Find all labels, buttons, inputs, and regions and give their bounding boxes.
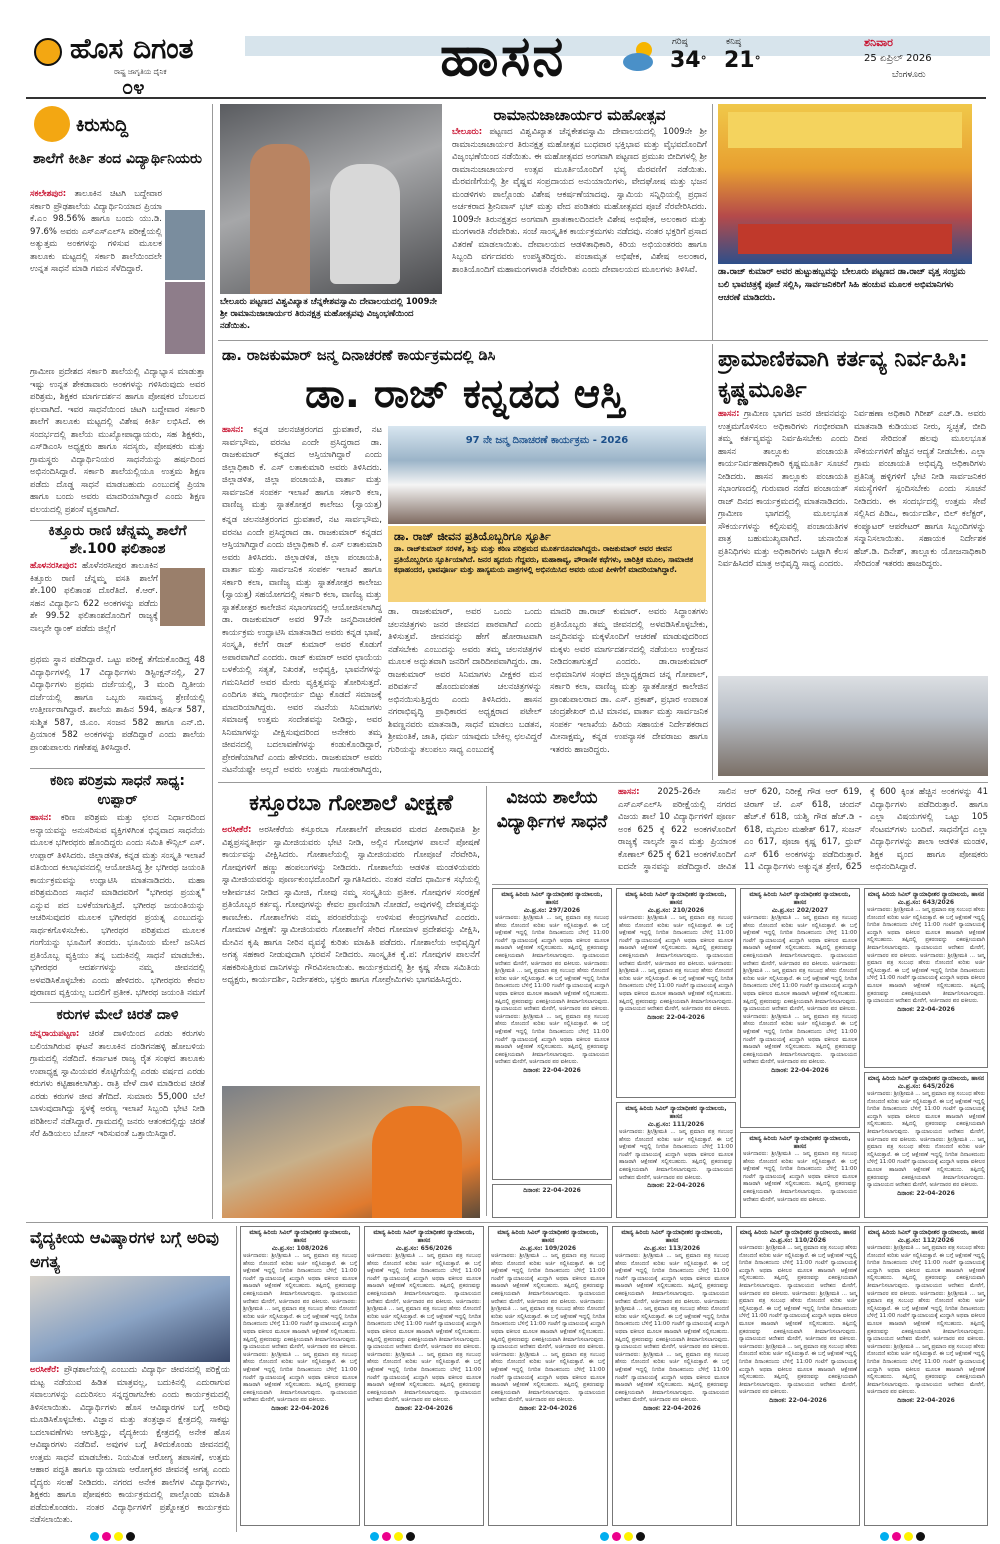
cyan-dot (600, 1532, 609, 1541)
pramani-meeting-photo (718, 676, 988, 776)
raj-inset-body: ಡಾ. ರಾಜ್‌ಕುಮಾರ್ ಸರಳತೆ, ಶಿಸ್ತು ಮತ್ತು ಕಠಿಣ ಪರಿಶ್ರಮದ ಮೂರ್ತರೂಪವಾಗಿದ್ದರು. ರಾಜಕುಮಾರ್ ಅವರ ಜೀವನ ಪ್ರತಿಯೊಬ್ಬರಿಗೂ ಸ್ಫೂರ್ತಿಯಾಗಿದೆ. ಜನರ ಹೃದಯ ಗೆದ್ದವರು, ಮಹಾಕಾವ್ಯ, ಪೌರಾಣಿಕ ಕಥೆಗಳು, ಚಾರಿತ್ರಿಕ ಮೂಲ, ಸಾಮಾಜಿಕ ಕಥಾಹಂದರ, ಭಾವಪೂರ್ಣ ಮತ್ತು ಹಾಸ್ಯಮಯ ಪಾತ್ರಗಳಲ್ಲಿ ಅಭಿನಯಿಸಿದ ಅವರು ಯುವ ಪೀಳಿಗೆಗೆ ಮಾದರಿಯಾಗಿದ್ದಾರೆ. (394, 544, 694, 574)
kirusuddi-body-3: ಹಾಸನ: ಕಠಿಣ ಪರಿಶ್ರಮ ಮತ್ತು ಛಲದ ನಿರ್ಧಾರದಿಂದ ಅನ್ಯಾಯವನ್ನು ಅನುಸರಿಸುವ ವ್ಯಕ್ತಿಗಳಿಗಿಂತ ಭಿನ್ನವಾದ ಸಾಧನೆಯ ಮೂಲಕ ಭಗೀರಥರು ಹೊಂದಿದ್ದರು ಎಂದು ಸಮಿತಿ ಕೌನ್ಸಿಲ್ ಎಸ್. ಉಪ್ಪಾರ್ ತಿಳಿಸಿದರು. ಜಿಲ್ಲಾಡಳಿತ, ಕನ್ನಡ ಮತ್ತು ಸಂಸ್ಕೃತಿ ಇಲಾಖೆ ವತಿಯಿಂದ ಕಲಾಭವನದಲ್ಲಿ ಆಯೋಜಿಸಿದ್ದ ಶ್ರೀ ಭಗೀರಥ ಜಯಂತಿ ಕಾರ್ಯಕ್ರಮವನ್ನು ಉದ್ಘಾಟಿಸಿ ಮಾತನಾಡಿದರು. ಮಹಾ ಪರಿಶ್ರಮದಿಂದ ಸಾಧನೆ ಮಾಡಿದವರಿಗೆ "ಭಗೀರಥ ಪ್ರಯತ್ನ" ಎನ್ನುವ ಪದ ಬಳಕೆಯಾಗುತ್ತಿದೆ. ಭಗೀರಥ ಜಯಂತಿಯನ್ನು ಆಚರಿಸುವುದರ ಮೂಲಕ ಭಗೀರಥರ ಪ್ರಯತ್ನ ಎಂಬುದನ್ನು ಸಾರ್ಥಕಗೊಳಿಸಬೇಕು. ಭಗೀರಥರ ಪರಿಶ್ರಮದ ಮೂಲಕ ಗಂಗೆಯನ್ನು ಭೂಮಿಗೆ ತಂದರು. ಭೂಮಿಯ ಮೇಲೆ ಜನಿಸಿದ ಪ್ರತಿಯೊಬ್ಬ ವ್ಯಕ್ತಿಯು ತನ್ನ ಬದುಕಿನಲ್ಲಿ ಸಾಧನೆ ಮಾಡಬೇಕು. ಭಗೀರಥರ ಆದರ್ಶಗಳನ್ನು ನಮ್ಮ ಜೀವನದಲ್ಲಿ ಅಳವಡಿಸಿಕೊಳ್ಳಬೇಕು ಎಂದು ಹೇಳಿದರು. ಭಗೀರಥರು ಕೇವಲ ಪುರಾಣದ ವ್ಯಕ್ತಿಯಲ್ಲ ಬದಲಿಗೆ ಪ್ರತೀಕ. ಭಗೀರಥ ಜಯಂತಿ ನಮಗೆ (30, 813, 205, 998)
max-temp: 34° (670, 48, 707, 73)
ear-icon (34, 106, 70, 142)
legal-notice: ಮಾನ್ಯ ಹಿರಿಯ ಸಿವಿಲ್ ನ್ಯಾಯಾಧೀಶರ ನ್ಯಾಯಾಲಯ, ಹಾಸನ ಮಿ.ಪ್ರ.ಸಂ: 112/2026 ಅರ್ಜಿದಾರರು: ಶ್ರೀ/ಶ್ರೀಮತಿ ... ಜನ್ಮ ಪ್ರಮಾಣ ಪತ್ರ ಸಂಬಂಧ ಹೆಸರು ನೋಂದಣಿ ಕುರಿತು ಅರ್ಜಿ ಸಲ್ಲಿಸಿರುತ್ತಾರೆ. ಈ ಬಗ್ಗೆ ಆಕ್ಷೇಪಣೆ ಇದ್ದಲ್ಲಿ ನಿಗದಿತ ದಿನಾಂಕದಂದು ಬೆಳಿಗ್ಗೆ 11:00 ಗಂಟೆಗೆ ನ್ಯಾಯಾಲಯಕ್ಕೆ ಖುದ್ದಾಗಿ ಅಥವಾ ವಕೀಲರ ಮೂಲಕ ಹಾಜರಾಗಿ ಆಕ್ಷೇಪಣೆ ಸಲ್ಲಿಸಬಹುದು. ತಪ್ಪಿದಲ್ಲಿ ಪ್ರಕರಣವನ್ನು ಏಕಪಕ್ಷೀಯವಾಗಿ ತೀರ್ಮಾನಿಸಲಾಗುವುದು. ನ್ಯಾಯಾಲಯದ ಆದೇಶದ ಮೇರೆಗೆ, ಅರ್ಜಿದಾರರ ಪರ ವಕೀಲರು. ಅರ್ಜಿದಾರರು: ಶ್ರೀ/ಶ್ರೀಮತಿ ... ಜನ್ಮ ಪ್ರಮಾಣ ಪತ್ರ ಸಂಬಂಧ ಹೆಸರು ನೋಂದಣಿ ಕುರಿತು ಅರ್ಜಿ ಸಲ್ಲಿಸಿರುತ್ತಾರೆ. ಈ ಬಗ್ಗೆ ಆಕ್ಷೇಪಣೆ ಇದ್ದಲ್ಲಿ ನಿಗದಿತ ದಿನಾಂಕದಂದು ಬೆಳಿಗ್ಗೆ 11:00 ಗಂಟೆಗೆ ನ್ಯಾಯಾಲಯಕ್ಕೆ ಖುದ್ದಾಗಿ ಅಥವಾ ವಕೀಲರ ಮೂಲಕ ಹಾಜರಾಗಿ ಆಕ್ಷೇಪಣೆ ಸಲ್ಲಿಸಬಹುದು. ತಪ್ಪಿದಲ್ಲಿ ಪ್ರಕರಣವನ್ನು ಏಕಪಕ್ಷೀಯವಾಗಿ ತೀರ್ಮಾನಿಸಲಾಗುವುದು. ನ್ಯಾಯಾಲಯದ ಆದೇಶದ ಮೇರೆಗೆ, ಅರ್ಜಿದಾರರ ಪರ ವಕೀಲರು. ಅರ್ಜಿದಾರರು: ಶ್ರೀ/ಶ್ರೀಮತಿ ... ಜನ್ಮ ಪ್ರಮಾಣ ಪತ್ರ ಸಂಬಂಧ ಹೆಸರು ನೋಂದಣಿ ಕುರಿತು ಅರ್ಜಿ ಸಲ್ಲಿಸಿರುತ್ತಾರೆ. ಈ ಬಗ್ಗೆ ಆಕ್ಷೇಪಣೆ ಇದ್ದಲ್ಲಿ ನಿಗದಿತ ದಿನಾಂಕದಂದು ಬೆಳಿಗ್ಗೆ 11:00 ಗಂಟೆಗೆ ನ್ಯಾಯಾಲಯಕ್ಕೆ ಖುದ್ದಾಗಿ ಅಥವಾ ವಕೀಲರ ಮೂಲಕ ಹಾಜರಾಗಿ ಆಕ್ಷೇಪಣೆ ಸಲ್ಲಿಸಬಹುದು. ತಪ್ಪಿದಲ್ಲಿ ಪ್ರಕರಣವನ್ನು ಏಕಪಕ್ಷೀಯವಾಗಿ ತೀರ್ಮಾನಿಸಲಾಗುವುದು. ನ್ಯಾಯಾಲಯದ ಆದೇಶದ ಮೇರೆಗೆ, ಅರ್ಜಿದಾರರ ಪರ ವಕೀಲರು. ದಿನಾಂಕ: 22-04-2026 (864, 1226, 988, 1526)
legal-notice: ದಿನಾಂಕ: 22-04-2026 (492, 1184, 612, 1218)
black-dot (406, 1532, 415, 1541)
column-divider (236, 1226, 237, 1532)
black-dot (916, 1532, 925, 1541)
vijaya-body: ಹಾಸನ: 2025-26ನೇ ಸಾಲಿನ ಎಸ್ಎಸ್ಎಲ್‌ಸಿ ಪರೀಕ್ಷೆಯಲ್ಲಿ ನಗರದ ವಿಜಯ ಶಾಲೆ 10 ವಿದ್ಯಾರ್ಥಿಗಳಿಗೆ ಪೂರ್ಣ ಅಂಕ 625 ಕ್ಕೆ 622 ಅಂಕಗಳೊಂದಿಗೆ ರಾಜ್ಯಕ್ಕೆ ನಾಲ್ಕನೇ ಸ್ಥಾನ ಮತ್ತು ಪ್ರಿಯಾಂಕ ಕೊಣಾಲ್ 625 ಕ್ಕೆ 621 ಅಂಕಗಳೊಂದಿಗೆ ಐದನೇ ಸ್ಥಾನವನ್ನು ಪಡೆದಿದ್ದಾರೆ. ಜೀವಿತ ಆರ್ 620, ನಿರೀಕ್ಷೆ ಗೌಡ ಆರ್ 619, ಚಿರಾಗ್ ಜೆ. ಎಸ್ 618, ಚಂದನ್ ಹೆಚ್.ಕೆ 618, ಯಶ್ವಿ ಗೌಡ ಹೆಚ್.ಡಿ - 618, ಮೃದುಲ ಮಹೇಶ್ 617, ಸುಜನ್ ಎಂ 617, ಪೂಜಾ ಕೃಷ್ಣ 617, ಧ್ರುವ್ ಎಸ್ 616 ಅಂಕಗಳನ್ನು ಪಡೆದಿರುತ್ತಾರೆ. 11 ವಿದ್ಯಾರ್ಥಿಗಳು ಅತ್ಯುನ್ನತ ಶ್ರೇಣಿ, 625 ಕ್ಕೆ 600 ಕ್ಕಿಂತ ಹೆಚ್ಚಿನ ಅಂಕಗಳನ್ನು 41 ವಿದ್ಯಾರ್ಥಿಗಳು ಪಡೆದಿರುತ್ತಾರೆ. ಹಾಗೂ ಎಲ್ಲಾ ವಿಷಯಗಳಲ್ಲಿ ಒಟ್ಟು 105 ಸೆಂಟಮ್‌ಗಳು ಬಂದಿವೆ. ಸಾಧನೆಗೈದ ಎಲ್ಲಾ ವಿದ್ಯಾರ್ಥಿಗಳನ್ನು ಶಾಲಾ ಆಡಳಿತ ಮಂಡಳಿ, ಶಿಕ್ಷಕ ವೃಂದ ಹಾಗೂ ಪೋಷಕರು ಅಭಿನಂದಿಸಿದ್ದಾರೆ. (618, 787, 988, 872)
kirusuddi-title: ಕಿರುಸುದ್ದಿ (76, 115, 129, 136)
cyan-dot (90, 1532, 99, 1541)
legal-notice: ಮಾನ್ಯ ಹಿರಿಯ ಸಿವಿಲ್ ನ್ಯಾಯಾಧೀಶರ ನ್ಯಾಯಾಲಯ, ಹಾಸನ ಮಿ.ಪ್ರ.ಸಂ: 109/2026 ಅರ್ಜಿದಾರರು: ಶ್ರೀ/ಶ್ರೀಮತಿ ... ಜನ್ಮ ಪ್ರಮಾಣ ಪತ್ರ ಸಂಬಂಧ ಹೆಸರು ನೋಂದಣಿ ಕುರಿತು ಅರ್ಜಿ ಸಲ್ಲಿಸಿರುತ್ತಾರೆ. ಈ ಬಗ್ಗೆ ಆಕ್ಷೇಪಣೆ ಇದ್ದಲ್ಲಿ ನಿಗದಿತ ದಿನಾಂಕದಂದು ಬೆಳಿಗ್ಗೆ 11:00 ಗಂಟೆಗೆ ನ್ಯಾಯಾಲಯಕ್ಕೆ ಖುದ್ದಾಗಿ ಅಥವಾ ವಕೀಲರ ಮೂಲಕ ಹಾಜರಾಗಿ ಆಕ್ಷೇಪಣೆ ಸಲ್ಲಿಸಬಹುದು. ತಪ್ಪಿದಲ್ಲಿ ಪ್ರಕರಣವನ್ನು ಏಕಪಕ್ಷೀಯವಾಗಿ ತೀರ್ಮಾನಿಸಲಾಗುವುದು. ನ್ಯಾಯಾಲಯದ ಆದೇಶದ ಮೇರೆಗೆ, ಅರ್ಜಿದಾರರ ಪರ ವಕೀಲರು. ಅರ್ಜಿದಾರರು: ಶ್ರೀ/ಶ್ರೀಮತಿ ... ಜನ್ಮ ಪ್ರಮಾಣ ಪತ್ರ ಸಂಬಂಧ ಹೆಸರು ನೋಂದಣಿ ಕುರಿತು ಅರ್ಜಿ ಸಲ್ಲಿಸಿರುತ್ತಾರೆ. ಈ ಬಗ್ಗೆ ಆಕ್ಷೇಪಣೆ ಇದ್ದಲ್ಲಿ ನಿಗದಿತ ದಿನಾಂಕದಂದು ಬೆಳಿಗ್ಗೆ 11:00 ಗಂಟೆಗೆ ನ್ಯಾಯಾಲಯಕ್ಕೆ ಖುದ್ದಾಗಿ ಅಥವಾ ವಕೀಲರ ಮೂಲಕ ಹಾಜರಾಗಿ ಆಕ್ಷೇಪಣೆ ಸಲ್ಲಿಸಬಹುದು. ತಪ್ಪಿದಲ್ಲಿ ಪ್ರಕರಣವನ್ನು ಏಕಪಕ್ಷೀಯವಾಗಿ ತೀರ್ಮಾನಿಸಲಾಗುವುದು. ನ್ಯಾಯಾಲಯದ ಆದೇಶದ ಮೇರೆಗೆ, ಅರ್ಜಿದಾರರ ಪರ ವಕೀಲರು. ಅರ್ಜಿದಾರರು: ಶ್ರೀ/ಶ್ರೀಮತಿ ... ಜನ್ಮ ಪ್ರಮಾಣ ಪತ್ರ ಸಂಬಂಧ ಹೆಸರು ನೋಂದಣಿ ಕುರಿತು ಅರ್ಜಿ ಸಲ್ಲಿಸಿರುತ್ತಾರೆ. ಈ ಬಗ್ಗೆ ಆಕ್ಷೇಪಣೆ ಇದ್ದಲ್ಲಿ ನಿಗದಿತ ದಿನಾಂಕದಂದು ಬೆಳಿಗ್ಗೆ 11:00 ಗಂಟೆಗೆ ನ್ಯಾಯಾಲಯಕ್ಕೆ ಖುದ್ದಾಗಿ ಅಥವಾ ವಕೀಲರ ಮೂಲಕ ಹಾಜರಾಗಿ ಆಕ್ಷೇಪಣೆ ಸಲ್ಲಿಸಬಹುದು. ತಪ್ಪಿದಲ್ಲಿ ಪ್ರಕರಣವನ್ನು ಏಕಪಕ್ಷೀಯವಾಗಿ ತೀರ್ಮಾನಿಸಲಾಗುವುದು. ನ್ಯಾಯಾಲಯದ ಆದೇಶದ ಮೇರೆಗೆ, ಅರ್ಜಿದಾರರ ಪರ ವಕೀಲರು. ದಿನಾಂಕ: 22-04-2026 (488, 1226, 608, 1526)
student-photo-bandu (165, 282, 205, 354)
kirusuddi-body-2b: ಪ್ರಥಮ ಸ್ಥಾನ ಪಡೆದಿದ್ದಾರೆ. ಒಟ್ಟು ಪರೀಕ್ಷೆ ತೆಗೆದುಕೊಂಡಿದ್ದ 48 ವಿದ್ಯಾರ್ಥಿಗಳಲ್ಲಿ 17 ವಿದ್ಯಾರ್ಥಿಗಳು ಡಿಸ್ಟಿಂಕ್ಷನ್‌ನಲ್ಲಿ, 27 ವಿದ್ಯಾರ್ಥಿಗಳು ಪ್ರಥಮ ದರ್ಜೆಯಲ್ಲಿ, 3 ಮಂದಿ ದ್ವಿತೀಯ ದರ್ಜೆಯಲ್ಲಿ ಹಾಗೂ ಒಬ್ಬರು ಸಾಮಾನ್ಯ ಶ್ರೇಣಿಯಲ್ಲಿ ಉತ್ತೀರ್ಣರಾಗಿದ್ದಾರೆ. ಶಾಲೆಯ ಶಾಹಿನ 594, ಹರ್ಷಿತ 587, ಸುಶ್ಮಿತ 587, ಜಿ.ಎಂ. ಸಂಜನ 582 ಹಾಗೂ ಎನ್.ಬಿ. ಪ್ರಿಯಾಂಕ 582 ಅಂಕಗಳನ್ನು ಪಡೆದಿದ್ದಾರೆ ಎಂದು ಶಾಲೆಯ ಪ್ರಾಂಶುಪಾಲರು ಗಣೇಶಪ್ಪ ತಿಳಿಸಿದ್ದಾರೆ. (30, 655, 205, 753)
vaidya-body: ಅರಸೀಕೆರೆ: ಪ್ರೌಢಶಾಲೆಯಲ್ಲಿ ಎಂಬುದು ವಿದ್ಯಾರ್ಥಿ ಜೀವನದಲ್ಲಿ ಪರಿಕ್ಷೆಯ ಮಟ್ಟ ನಡೆಯುವ ಹಿಡಿತ ಮಾತ್ರವಲ್ಲ, ಬದುಕಿನಲ್ಲಿ ಎದುರಾಗುವ ಸವಾಲುಗಳನ್ನು ಎದುರಿಸಲು ಸನ್ನದ್ಧರಾಗಬೇಕು ಎಂದು ಕಾರ್ಯಕ್ರಮದಲ್ಲಿ ತಿಳಿಸಲಾಯಿತು. ವಿದ್ಯಾರ್ಥಿಗಳು ಹೊಸ ಆವಿಷ್ಕಾರಗಳ ಬಗ್ಗೆ ಅರಿವು ಮೂಡಿಸಿಕೊಳ್ಳಬೇಕು. ವಿಜ್ಞಾನ ಮತ್ತು ತಂತ್ರಜ್ಞಾನ ಕ್ಷೇತ್ರದಲ್ಲಿ ಸಾಕಷ್ಟು ಬದಲಾವಣೆಗಳು ಆಗುತ್ತಿದ್ದು, ವೈದ್ಯಕೀಯ ಕ್ಷೇತ್ರದಲ್ಲಿ ಅನೇಕ ಹೊಸ ಆವಿಷ್ಕಾರಗಳು ನಡೆದಿವೆ. ಅವುಗಳ ಬಗ್ಗೆ ತಿಳಿದುಕೊಂಡು ಜೀವನದಲ್ಲಿ ಉತ್ತಮ ಸಾಧನೆ ಮಾಡಬೇಕು. ನಿಯಮಿತ ಆರೋಗ್ಯ ತಪಾಸಣೆ, ಉತ್ತಮ ಆಹಾರ ಪದ್ಧತಿ ಹಾಗೂ ವ್ಯಾಯಾಮ ಆರೋಗ್ಯಕರ ಜೀವನಕ್ಕೆ ಅಗತ್ಯ ಎಂದು ವೈದ್ಯರು ಸಲಹೆ ನೀಡಿದರು. ನಗರದ ಅನೇಕ ಶಾಲೆಗಳ ವಿದ್ಯಾರ್ಥಿಗಳು, ಶಿಕ್ಷಕರು ಹಾಗೂ ಪೋಷಕರು ಕಾರ್ಯಕ್ರಮದಲ್ಲಿ ಪಾಲ್ಗೊಂಡು ಮಾಹಿತಿ ಪಡೆದುಕೊಂಡರು. ನಂತರ ವಿದ್ಯಾರ್ಥಿಗಳಿಗೆ ಪ್ರಶ್ನೋತ್ತರ ಕಾರ್ಯಕ್ರಮ ನಡೆಸಲಾಯಿತು. (30, 1365, 230, 1525)
pramani-headline: ಪ್ರಾಮಾಣಿಕವಾಗಿ ಕರ್ತವ್ಯ ನಿರ್ವಹಿಸಿ: ಕೃಷ್ಣಮೂರ್ತಿ (718, 347, 968, 403)
rajkumar-celebration-photo (718, 104, 972, 264)
kirusuddi-head-1: ಶಾಲೆಗೆ ಕೀರ್ತಿ ತಂದ ವಿದ್ಯಾರ್ಥಿನಿಯರು (33, 151, 202, 167)
kirusuddi-head-2: ಕಿತ್ತೂರು ರಾಣಿ ಚೆನ್ನಮ್ಮ ಶಾಲೆಗೆ ಶೇ.100 ಫಲಿತಾಂಶ (48, 523, 187, 557)
min-temp-label: ಕನಿಷ್ಠ (726, 37, 742, 47)
yellow-dot (904, 1532, 913, 1541)
raj-kicker: ಡಾ. ರಾಜಕುಮಾರ್ ಜನ್ಮ ದಿನಾಚರಣೆ ಕಾರ್ಯಕ್ರಮದಲ್ಲಿ ಡಿಸಿ (222, 348, 496, 364)
raj-col-1b: ಕನ್ನಡ ಚಲನಚಿತ್ರರಂಗದ ಧ್ರುವತಾರೆ, ನಟ ಸಾರ್ವಭೌಮ, ವರನಟ ಎಂದೇ ಪ್ರಸಿದ್ಧರಾದ ಡಾ. ರಾಜಕುಮಾರ್ ಕನ್ನಡದ ಆಸ್ತಿಯಾಗಿದ್ದಾರೆ ಎಂದು ಜಿಲ್ಲಾಧಿಕಾರಿ ಕೆ. ಎಸ್ ಲತಾಕುಮಾರಿ ಅವರು ತಿಳಿಸಿದರು. ಜಿಲ್ಲಾಡಳಿತ, ಜಿಲ್ಲಾ ಪಂಚಾಯತಿ, ವಾರ್ತಾ ಮತ್ತು ಸಾರ್ವಜನಿಕ ಸಂಪರ್ಕ ಇಲಾಖೆ ಹಾಗೂ ಸರ್ಕಾರಿ ಕಲಾ, ವಾಣಿಜ್ಯ ಮತ್ತು ಸ್ನಾತಕೋತ್ತರ ಕಾಲೇಜು (ಸ್ವಾಯತ್ತ) ಸಹಯೋಗದಲ್ಲಿ ಸರ್ಕಾರಿ ಕಲಾ, ವಾಣಿಜ್ಯ ಮತ್ತು ಸ್ನಾತಕೋತ್ತರ ಕಾಲೇಜಿನ ಸಭಾಂಗಣದಲ್ಲಿ ಆಯೋಜಿಸಲಾಗಿದ್ದ ಡಾ. ರಾಜಕುಮಾರ್ ಅವರ 97ನೇ ಜನ್ಮದಿನಾಚರಣೆ ಕಾರ್ಯಕ್ರಮ ಉದ್ಘಾಟಿಸಿ ಮಾತನಾಡಿದ ಅವರು ಕನ್ನಡ ಭಾಷೆ, ಸಂಸ್ಕೃತಿ, ಕಲೆಗೆ ರಾಜ್ ಕುಮಾರ್ ಅವರ ಕೊಡುಗೆ ಅಪಾರವಾಗಿದೆ ಎಂದರು. ರಾಜ್ ಕುಮಾರ್ ಅವರ ಛಾಯೆಯ ಬಳಕೆಯಲ್ಲಿ ಸತ್ಯತೆ, ನಿಖರತೆ, ಅಭಿವ್ಯಕ್ತಿ, ಭಾವನೆಗಳನ್ನು ಗಮನಿಸಿದರೆ ಅವರ ಮೇರು ವ್ಯಕ್ತಿತ್ವವನ್ನು ತೋರಿಸುತ್ತದೆ. ಎಂದಿಗೂ ತಮ್ಮ ಗಾಂಭೀರ್ಯ ಬಿಟ್ಟು ಕೊಡದೆ ಸಮಾಜಕ್ಕೆ ಮಾದರಿಯಾಗಿದ್ದರು. ಅವರ ನಟನೆಯ ಸಿನಿಮಾಗಳು ಸಮಾಜಕ್ಕೆ ಉತ್ತಮ ಸಂದೇಶವನ್ನು ನೀಡಿದ್ದು, ಅವರ ಸಿನಿಮಾಗಳನ್ನು ವೀಕ್ಷಿಸುವುದರಿಂದ ಅನೇಕರು ತಮ್ಮ ಜೀವನದಲ್ಲಿ ಬದಲಾವಣೆಗಳನ್ನು ಕಂಡುಕೊಂಡಿದ್ದಾರೆ, ಪ್ರೇರಣೆಯಾಗಿವೆ ಎಂದು ಹೇಳಿದರು. ರಾಜಕುಮಾರ್ ಅವರು ನಟನೆಯಷ್ಟೇ ಅಲ್ಲದೆ ಅವರು ಉತ್ತಮ ಗಾಯಕರಾಗಿದ್ದರು, (222, 515, 382, 775)
magenta-dot (382, 1532, 391, 1541)
swamiji-visit-photo (222, 1086, 480, 1218)
legal-notice: ಮಾನ್ಯ ಹಿರಿಯ ಸಿವಿಲ್ ನ್ಯಾಯಾಧೀಶರ ನ್ಯಾಯಾಲಯ, ಹಾಸನ ಮಿ.ಪ್ರ.ಸಂ: 110/2026 ಅರ್ಜಿದಾರರು: ಶ್ರೀ/ಶ್ರೀಮತಿ ... ಜನ್ಮ ಪ್ರಮಾಣ ಪತ್ರ ಸಂಬಂಧ ಹೆಸರು ನೋಂದಣಿ ಕುರಿತು ಅರ್ಜಿ ಸಲ್ಲಿಸಿರುತ್ತಾರೆ. ಈ ಬಗ್ಗೆ ಆಕ್ಷೇಪಣೆ ಇದ್ದಲ್ಲಿ ನಿಗದಿತ ದಿನಾಂಕದಂದು ಬೆಳಿಗ್ಗೆ 11:00 ಗಂಟೆಗೆ ನ್ಯಾಯಾಲಯಕ್ಕೆ ಖುದ್ದಾಗಿ ಅಥವಾ ವಕೀಲರ ಮೂಲಕ ಹಾಜರಾಗಿ ಆಕ್ಷೇಪಣೆ ಸಲ್ಲಿಸಬಹುದು. ತಪ್ಪಿದಲ್ಲಿ ಪ್ರಕರಣವನ್ನು ಏಕಪಕ್ಷೀಯವಾಗಿ ತೀರ್ಮಾನಿಸಲಾಗುವುದು. ನ್ಯಾಯಾಲಯದ ಆದೇಶದ ಮೇರೆಗೆ, ಅರ್ಜಿದಾರರ ಪರ ವಕೀಲರು. ಅರ್ಜಿದಾರರು: ಶ್ರೀ/ಶ್ರೀಮತಿ ... ಜನ್ಮ ಪ್ರಮಾಣ ಪತ್ರ ಸಂಬಂಧ ಹೆಸರು ನೋಂದಣಿ ಕುರಿತು ಅರ್ಜಿ ಸಲ್ಲಿಸಿರುತ್ತಾರೆ. ಈ ಬಗ್ಗೆ ಆಕ್ಷೇಪಣೆ ಇದ್ದಲ್ಲಿ ನಿಗದಿತ ದಿನಾಂಕದಂದು ಬೆಳಿಗ್ಗೆ 11:00 ಗಂಟೆಗೆ ನ್ಯಾಯಾಲಯಕ್ಕೆ ಖುದ್ದಾಗಿ ಅಥವಾ ವಕೀಲರ ಮೂಲಕ ಹಾಜರಾಗಿ ಆಕ್ಷೇಪಣೆ ಸಲ್ಲಿಸಬಹುದು. ತಪ್ಪಿದಲ್ಲಿ ಪ್ರಕರಣವನ್ನು ಏಕಪಕ್ಷೀಯವಾಗಿ ತೀರ್ಮಾನಿಸಲಾಗುವುದು. ನ್ಯಾಯಾಲಯದ ಆದೇಶದ ಮೇರೆಗೆ, ಅರ್ಜಿದಾರರ ಪರ ವಕೀಲರು. ಅರ್ಜಿದಾರರು: ಶ್ರೀ/ಶ್ರೀಮತಿ ... ಜನ್ಮ ಪ್ರಮಾಣ ಪತ್ರ ಸಂಬಂಧ ಹೆಸರು ನೋಂದಣಿ ಕುರಿತು ಅರ್ಜಿ ಸಲ್ಲಿಸಿರುತ್ತಾರೆ. ಈ ಬಗ್ಗೆ ಆಕ್ಷೇಪಣೆ ಇದ್ದಲ್ಲಿ ನಿಗದಿತ ದಿನಾಂಕದಂದು ಬೆಳಿಗ್ಗೆ 11:00 ಗಂಟೆಗೆ ನ್ಯಾಯಾಲಯಕ್ಕೆ ಖುದ್ದಾಗಿ ಅಥವಾ ವಕೀಲರ ಮೂಲಕ ಹಾಜರಾಗಿ ಆಕ್ಷೇಪಣೆ ಸಲ್ಲಿಸಬಹುದು. ತಪ್ಪಿದಲ್ಲಿ ಪ್ರಕರಣವನ್ನು ಏಕಪಕ್ಷೀಯವಾಗಿ ತೀರ್ಮಾನಿಸಲಾಗುವುದು. ನ್ಯಾಯಾಲಯದ ಆದೇಶದ ಮೇರೆಗೆ, ಅರ್ಜಿದಾರರ ಪರ ವಕೀಲರು. ದಿನಾಂಕ: 22-04-2026 (736, 1226, 860, 1526)
table-cloth (738, 224, 952, 254)
section-divider (26, 1222, 988, 1223)
yellow-dot (114, 1532, 123, 1541)
section-divider (492, 884, 988, 885)
raman-headline: ರಾಮಾನುಜಾಚಾರ್ಯರ ಮಹೋತ್ಸವ (493, 106, 666, 124)
raj-col-2: ಡಾ. ರಾಜಕುಮಾರ್, ಅವರ ಒಂದು ಒಂದು ಚಲನಚಿತ್ರಗಳು ಜನರ ಜೀವನದ ಪಾಠವಾಗಿದೆ ಎಂದು ತಿಳಿಸುತ್ತವೆ. ಜೀವನವನ್ನು ಹೇಗೆ ಹೋರಾಟವಾಗಿ ನಡೆಸಬೇಕು ಎಂಬುದನ್ನು ಅವರು ತಮ್ಮ ಚಲನಚಿತ್ರಗಳ ಮೂಲಕ ಅದ್ಭುತವಾಗಿ ಜನರಿಗೆ ದಾರಿದೀಪವಾಗಿದ್ದರು. ಡಾ. ರಾಜಕುಮಾರ್ ಅವರ ಸಿನಿಮಾಗಳು ವೀಕ್ಷಕರ ಮನ ಪರಿವರ್ತನೆ ಹೊಂದುವಂತಹ ಚಲನಚಿತ್ರಗಳನ್ನು ಅಭಿನಯಿಸುತ್ತಿದ್ದರು ಎಂದು ತಿಳಿಸಿದರು. ಹಾಸನ ನಗರಾಭಿವೃದ್ಧಿ ಪ್ರಾಧಿಕಾರದ ಅಧ್ಯಕ್ಷರಾದ ಪಟೇಲ್ ಶಿವಣ್ಣನವರು ಮಾತನಾಡಿ, ಸಾಧನೆ ಮಾಡಲು ಬಡತನ, ಶ್ರೀಮಂತಿಕೆ, ಜಾತಿ, ಧರ್ಮ ಯಾವುದು ಬೇಕಿಲ್ಲ ಛಲವಿದ್ದರೆ ಗುರಿಯನ್ನು ತಲುಪಲು ಸಾಧ್ಯ ಎಂಬುದಕ್ಕೆ (388, 607, 542, 755)
raman-body: ಬೇಲೂರು: ಪಟ್ಟಣದ ವಿಶ್ವವಿಖ್ಯಾತ ಚೆನ್ನಕೇಶವಸ್ವಾಮಿ ದೇವಾಲಯದಲ್ಲಿ 1009ನೇ ಶ್ರೀ ರಾಮಾನುಜಾಚಾರ್ಯರ ತಿರುನಕ್ಷತ್ರ ಮಹೋತ್ಸವ ಬುಧವಾರ ಭಕ್ತಿಭಾವ ಮತ್ತು ವೈಭವದೊಂದಿಗೆ ವಿಜೃಂಭಣೆಯಿಂದ ನಡೆಯಿತು. ಈ ಮಹೋತ್ಸವದ ಅಂಗವಾಗಿ ಪಟ್ಟಣದ ಪ್ರಮುಖ ಬೀದಿಗಳಲ್ಲಿ ಶ್ರೀ ರಾಮಾನುಜಾಚಾರ್ಯರ ಉತ್ಸವ ಮೂರ್ತಿಯೊಂದಿಗೆ ಭವ್ಯ ಮೆರವಣಿಗೆ ನಡೆಯಿತು. ಮೆರವಣಿಗೆಯಲ್ಲಿ ಶ್ರೀ ವೈಷ್ಣವ ಸಂಪ್ರದಾಯದ ಅನುಯಾಯಿಗಳು, ವೇದಘೋಷ ಮತ್ತು ಭಜನ ಮಂಡಳಿಗಳು ಪಾಲ್ಗೊಂಡು ವಿಶೇಷ ಆಕರ್ಷಣೆಯಾದವು. ಸ್ವಾಮಿಯ ಸನ್ನಿಧಿಯಲ್ಲಿ ಪ್ರಧಾನ ಅರ್ಚಕರಾದ ಶ್ರೀನಿವಾಸ್ ಭಟ್ ಮತ್ತು ವೇದ ಪಂಡಿತರು ಮಹೋತ್ಸವದ ಪೂಜೆ ನೆರವೇರಿಸಿದರು. 1009ನೇ ತಿರುನಕ್ಷತ್ರದ ಅಂಗವಾಗಿ ಪ್ರಾತಃಕಾಲದಿಂದಲೇ ವಿಶೇಷ ಅಭಿಷೇಕ, ಅಲಂಕಾರ ಮತ್ತು ಮಂಗಳಾರತಿ ನೆರವೇರಿತು. ಸಂಜೆ ಸಾಂಸ್ಕೃತಿಕ ಕಾರ್ಯಕ್ರಮಗಳು ನಡೆದವು. ನಂತರ ಭಕ್ತರಿಗೆ ಪ್ರಸಾದ ವಿತರಣೆ ಮಾಡಲಾಯಿತು. ದೇವಾಲಯದ ಆಡಳಿತಾಧಿಕಾರಿ, ಕಿರಿಯ ಅಭಿಯಂತರರು ಹಾಗೂ ಸಿಬ್ಬಂದಿ ವರ್ಗದವರು ಉಪಸ್ಥಿತರಿದ್ದರು. ಪಂಚಾಮೃತ ಅಭಿಷೇಕ, ವಿಶೇಷ ಅಲಂಕಾರ, ಶಾಂತಿಯೊಂದಿಗೆ ಮಹಾಮಂಗಳಾರತಿ ನೆರವೇರಿತು ಎಂದು ದೇವಾಲಯದ ಮೂಲಗಳು ತಿಳಿಸಿವೆ. (452, 127, 707, 275)
masthead-edition: ಬೆಂಗಳೂರು (892, 70, 926, 80)
brand-name: ಹೊಸ ದಿಗಂತ (70, 32, 194, 65)
idol-shape (330, 164, 400, 284)
magenta-dot (612, 1532, 621, 1541)
magenta-dot (102, 1532, 111, 1541)
raj-headline: ಡಾ. ರಾಜ್ ಕನ್ನಡದ ಆಸ್ತಿ (305, 371, 625, 417)
vaidya-headline: ವೈದ್ಯಕೀಯ ಆವಿಷ್ಕಾರಗಳ ಬಗ್ಗೆ ಅರಿವು ಅಗತ್ಯ (30, 1228, 219, 1271)
yellow-dot (394, 1532, 403, 1541)
weather-cloud-icon (618, 36, 658, 76)
rajkumar-celebration-caption: ಡಾ.ರಾಜ್ ಕುಮಾರ್ ಅವರ ಹುಟ್ಟುಹಬ್ಬವನ್ನು ಬೇಲೂರು ಪಟ್ಟಣದ ಡಾ.ರಾಜ್ ವೃತ್ತ ಸಂಭ್ರಮ ಬಲಿ ಭಾವಚಿತ್ರಕ್ಕೆ ಪೂಜೆ ಸಲ್ಲಿಸಿ, ಸಾರ್ವಜನಿಕರಿಗೆ ಸಿಹಿ ಹಂಚುವ ಮೂಲಕ ಅಭಿಮಾನಿಗಳು ಆಚರಣೆ ಮಾಡಿದರು. (718, 267, 966, 303)
kirusuddi-label-block (30, 104, 205, 148)
section-divider (218, 782, 988, 783)
black-dot (126, 1532, 135, 1541)
max-temp-label: ಗರಿಷ್ಠ (672, 37, 688, 47)
kasturba-body: ಅರಸೀಕೆರೆ: ಅರಸೀಕೆರೆಯ ಕಸ್ತೂರಬಾ ಗೋಶಾಲೆಗೆ ಪೇಜಾವರ ಮಠದ ಪೀಠಾಧಿಪತಿ ಶ್ರೀ ವಿಶ್ವಪ್ರಸನ್ನತೀರ್ಥ ಸ್ವಾಮೀಜಿಯವರು ಭೇಟಿ ನೀಡಿ, ಅಲ್ಲಿನ ಗೋವುಗಳ ಪಾಲನೆ ಪೋಷಣೆ ಕಾರ್ಯವನ್ನು ವೀಕ್ಷಿಸಿದರು. ಗೋಶಾಲೆಯಲ್ಲಿ ಸ್ವಾಮೀಜಿಯವರು ಗೋಪೂಜೆ ನೆರವೇರಿಸಿ, ಗೋವುಗಳಿಗೆ ಹಣ್ಣು ಹಂಪಲುಗಳನ್ನು ನೀಡಿದರು. ಗೋಶಾಲೆಯ ಆಡಳಿತ ಮಂಡಳಿಯವರು ಸ್ವಾಮೀಜಿಯವರನ್ನು ಪೂರ್ಣಕುಂಭದೊಂದಿಗೆ ಸ್ವಾಗತಿಸಿದರು. ನಂತರ ನಡೆದ ಧಾರ್ಮಿಕ ಸಭೆಯಲ್ಲಿ ಆಶೀರ್ವಚನ ನೀಡಿದ ಸ್ವಾಮೀಜಿ, ಗೋವು ನಮ್ಮ ಸಂಸ್ಕೃತಿಯ ಪ್ರತೀಕ. ಗೋವುಗಳ ಸಂರಕ್ಷಣೆ ಪ್ರತಿಯೊಬ್ಬರ ಕರ್ತವ್ಯ. ಗೋವುಗಳನ್ನು ಕೇವಲ ಪ್ರಾಣಿಯಾಗಿ ನೋಡದೆ, ಅವುಗಳಲ್ಲಿ ದೇವತ್ವವನ್ನು ಕಾಣಬೇಕು. ಗೋಶಾಲೆಗಳು ನಮ್ಮ ಪರಂಪರೆಯನ್ನು ಉಳಿಸುವ ಕೇಂದ್ರಗಳಾಗಿವೆ ಎಂದರು. ಗೋಮಾಳ ವೀಕ್ಷಣೆ: ಸ್ವಾಮೀಜಿಯವರು ಗೋಶಾಲೆಗೆ ಸೇರಿದ ಗೋಮಾಳ ಪ್ರದೇಶವನ್ನು ವೀಕ್ಷಿಸಿ, ಮೇವಿನ ಕೃಷಿ ಹಾಗೂ ನೀರಿನ ವ್ಯವಸ್ಥೆ ಕುರಿತು ಮಾಹಿತಿ ಪಡೆದರು. ಗೋಶಾಲೆಯ ಅಭಿವೃದ್ಧಿಗೆ ಅಗತ್ಯ ಸಹಕಾರ ನೀಡುವುದಾಗಿ ಭರವಸೆ ನೀಡಿದರು. ಸಾಂಸ್ಕೃತಿಕ ಕೈ.ಪ: ಗೋವುಗಳ ಪಾಲನೆಗೆ ಸಹಕರಿಸುತ್ತಿರುವ ದಾನಿಗಳನ್ನು ಗೌರವಿಸಲಾಯಿತು. ಕಾರ್ಯಕ್ರಮದಲ್ಲಿ ಶ್ರೀ ಕೃಷ್ಣ ಸೇವಾ ಸಮಿತಿಯ ಅಧ್ಯಕ್ಷರು, ಕಾರ್ಯದರ್ಶಿ, ನಿರ್ದೇಶಕರು, ಭಕ್ತರು ಹಾಗೂ ಗೋಪ್ರೇಮಿಗಳು ಭಾಗವಹಿಸಿದ್ದರು. (222, 825, 480, 985)
raj-col-1a: ಹಾಸನ: ಕನ್ನಡ ಚಲನಚಿತ್ರರಂಗದ ಧ್ರುವತಾರೆ, ನಟ ಸಾರ್ವಭೌಮ, ವರನಟ ಎಂದೇ ಪ್ರಸಿದ್ಧರಾದ ಡಾ. ರಾಜಕುಮಾರ್ ಕನ್ನಡದ ಆಸ್ತಿಯಾಗಿದ್ದಾರೆ ಎಂದು ಜಿಲ್ಲಾಧಿಕಾರಿ ಕೆ. ಎಸ್ ಲತಾಕುಮಾರಿ ಅವರು ತಿಳಿಸಿದರು. ಜಿಲ್ಲಾಡಳಿತ, ಜಿಲ್ಲಾ ಪಂಚಾಯತಿ, ವಾರ್ತಾ ಮತ್ತು ಸಾರ್ವಜನಿಕ ಸಂಪರ್ಕ ಇಲಾಖೆ ಹಾಗೂ ಸರ್ಕಾರಿ ಕಲಾ, ವಾಣಿಜ್ಯ ಮತ್ತು ಸ್ನಾತಕೋತ್ತರ ಕಾಲೇಜು (ಸ್ವಾಯತ್ತ) (222, 425, 382, 510)
cyan-dot (370, 1532, 379, 1541)
yellow-dot (624, 1532, 633, 1541)
kasturba-headline: ಕಸ್ತೂರಬಾ ಗೋಶಾಲೆ ವೀಕ್ಷಣೆ (249, 791, 453, 816)
kirusuddi-body-1b: ಗ್ರಾಮೀಣ ಪ್ರದೇಶದ ಸರ್ಕಾರಿ ಶಾಲೆಯಲ್ಲಿ ವಿದ್ಯಾಭ್ಯಾಸ ಮಾಡುತ್ತಾ ಇಷ್ಟು ಉನ್ನತ ಶೇಕಡಾವಾರು ಅಂಕಗಳನ್ನು ಗಳಿಸಿರುವುದು ಅವರ ಪರಿಶ್ರಮ, ಶಿಕ್ಷಕರ ಮಾರ್ಗದರ್ಶನ ಹಾಗೂ ಪೋಷಕರ ಬೆಂಬಲದ ಫಲವಾಗಿದೆ. ಇವರ ಸಾಧನೆಯಿಂದ ಚಿಟಗಿ ಬದ್ದೇವಾರ ಸರ್ಕಾರಿ ಶಾಲೆಗೆ ತಾಲೂಕು ಮಟ್ಟದಲ್ಲಿ ವಿಶೇಷ ಕೀರ್ತಿ ಲಭಿಸಿದೆ. ಈ ಸಂದರ್ಭದಲ್ಲಿ ಶಾಲೆಯ ಮುಖ್ಯೋಪಾಧ್ಯಾಯರು, ಸಹ ಶಿಕ್ಷಕರು, ಎಸ್‌ಡಿಎಂಸಿ ಅಧ್ಯಕ್ಷರು ಹಾಗೂ ಸದಸ್ಯರು, ಪೋಷಕರು ಮತ್ತು ಗ್ರಾಮಸ್ಥರು ವಿದ್ಯಾರ್ಥಿನಿಯರ ಸಾಧನೆಯನ್ನು ಹರ್ಷದಿಂದ ಅಭಿನಂದಿಸಿದ್ದಾರೆ. ಸರ್ಕಾರಿ ಶಾಲೆಯಲ್ಲಿಯೂ ಉತ್ತಮ ಶಿಕ್ಷಣ ಪಡೆದು ದೊಡ್ಡ ಸಾಧನೆ ಮಾಡಬಹುದು ಎಂಬುದಕ್ಕೆ ಪ್ರಿಯಾ ಹಾಗೂ ಬಂದು ಅವರು ಮಾದರಿಯಾಗಿದ್ದಾರೆ ಎಂದು ಶಿಕ್ಷಣ ವಲಯದಲ್ಲಿ ಪ್ರಶಂಸೆ ವ್ಯಕ್ತವಾಗಿದೆ. (30, 367, 205, 515)
student-photo-sahana (160, 568, 205, 626)
min-temp: 21° (724, 48, 761, 73)
brand-tagline: ರಾಷ್ಟ್ರ ಜಾಗೃತಿಯ ದೈನಿಕ (114, 68, 167, 76)
column-divider (712, 104, 713, 340)
kirusuddi-head-3: ಕಠಿಣ ಪರಿಶ್ರಮ ಸಾಧನೆ ಸಾಧ್ಯ: ಉಪ್ಪಾರ್ (50, 773, 185, 808)
kirusuddi-body-1a: ಸಕಲೇಶಪುರ: ತಾಲೂಕಿನ ಚಿಟಗಿ ಬದ್ದೇವಾರ ಸರ್ಕಾರಿ ಪ್ರೌಢಶಾಲೆಯ ವಿದ್ಯಾರ್ಥಿನಿಯಾದ ಪ್ರಿಯಾ ಕೆ.ಎ೦ 98.56% ಹಾಗೂ ಬಂದು ಯು.ಡಿ. 97.6% ಅವರು ಎಸ್ಎಸ್ಎಲ್‌ಸಿ ಪರೀಕ್ಷೆಯಲ್ಲಿ ಅತ್ಯುತ್ತಮ ಅಂಕಗಳನ್ನು ಗಳಿಸುವ ಮೂಲಕ ತಾಲೂಕು ಮಟ್ಟದಲ್ಲಿ ಸರ್ಕಾರಿ ಶಾಲೆಯಿಂದಲೇ ಉನ್ನತ ಸಾಧನೆ ಮಾಡಿ ಗಮನ ಸೆಳೆದಿದ್ದಾರೆ. (30, 189, 162, 274)
divider (30, 520, 205, 521)
legal-notice: ಮಾನ್ಯ ಹಿರಿಯ ಸಿವಿಲ್ ನ್ಯಾಯಾಧೀಶರ ನ್ಯಾಯಾಲಯ, ಹಾಸನ ಮಿ.ಪ್ರ.ಸಂ: 297/2026 ಅರ್ಜಿದಾರರು: ಶ್ರೀ/ಶ್ರೀಮತಿ ... ಜನ್ಮ ಪ್ರಮಾಣ ಪತ್ರ ಸಂಬಂಧ ಹೆಸರು ನೋಂದಣಿ ಕುರಿತು ಅರ್ಜಿ ಸಲ್ಲಿಸಿರುತ್ತಾರೆ. ಈ ಬಗ್ಗೆ ಆಕ್ಷೇಪಣೆ ಇದ್ದಲ್ಲಿ ನಿಗದಿತ ದಿನಾಂಕದಂದು ಬೆಳಿಗ್ಗೆ 11:00 ಗಂಟೆಗೆ ನ್ಯಾಯಾಲಯಕ್ಕೆ ಖುದ್ದಾಗಿ ಅಥವಾ ವಕೀಲರ ಮೂಲಕ ಹಾಜರಾಗಿ ಆಕ್ಷೇಪಣೆ ಸಲ್ಲಿಸಬಹುದು. ತಪ್ಪಿದಲ್ಲಿ ಪ್ರಕರಣವನ್ನು ಏಕಪಕ್ಷೀಯವಾಗಿ ತೀರ್ಮಾನಿಸಲಾಗುವುದು. ನ್ಯಾಯಾಲಯದ ಆದೇಶದ ಮೇರೆಗೆ, ಅರ್ಜಿದಾರರ ಪರ ವಕೀಲರು. ಅರ್ಜಿದಾರರು: ಶ್ರೀ/ಶ್ರೀಮತಿ ... ಜನ್ಮ ಪ್ರಮಾಣ ಪತ್ರ ಸಂಬಂಧ ಹೆಸರು ನೋಂದಣಿ ಕುರಿತು ಅರ್ಜಿ ಸಲ್ಲಿಸಿರುತ್ತಾರೆ. ಈ ಬಗ್ಗೆ ಆಕ್ಷೇಪಣೆ ಇದ್ದಲ್ಲಿ ನಿಗದಿತ ದಿನಾಂಕದಂದು ಬೆಳಿಗ್ಗೆ 11:00 ಗಂಟೆಗೆ ನ್ಯಾಯಾಲಯಕ್ಕೆ ಖುದ್ದಾಗಿ ಅಥವಾ ವಕೀಲರ ಮೂಲಕ ಹಾಜರಾಗಿ ಆಕ್ಷೇಪಣೆ ಸಲ್ಲಿಸಬಹುದು. ತಪ್ಪಿದಲ್ಲಿ ಪ್ರಕರಣವನ್ನು ಏಕಪಕ್ಷೀಯವಾಗಿ ತೀರ್ಮಾನಿಸಲಾಗುವುದು. ನ್ಯಾಯಾಲಯದ ಆದೇಶದ ಮೇರೆಗೆ, ಅರ್ಜಿದಾರರ ಪರ ವಕೀಲರು. ಅರ್ಜಿದಾರರು: ಶ್ರೀ/ಶ್ರೀಮತಿ ... ಜನ್ಮ ಪ್ರಮಾಣ ಪತ್ರ ಸಂಬಂಧ ಹೆಸರು ನೋಂದಣಿ ಕುರಿತು ಅರ್ಜಿ ಸಲ್ಲಿಸಿರುತ್ತಾರೆ. ಈ ಬಗ್ಗೆ ಆಕ್ಷೇಪಣೆ ಇದ್ದಲ್ಲಿ ನಿಗದಿತ ದಿನಾಂಕದಂದು ಬೆಳಿಗ್ಗೆ 11:00 ಗಂಟೆಗೆ ನ್ಯಾಯಾಲಯಕ್ಕೆ ಖುದ್ದಾಗಿ ಅಥವಾ ವಕೀಲರ ಮೂಲಕ ಹಾಜರಾಗಿ ಆಕ್ಷೇಪಣೆ ಸಲ್ಲಿಸಬಹುದು. ತಪ್ಪಿದಲ್ಲಿ ಪ್ರಕರಣವನ್ನು ಏಕಪಕ್ಷೀಯವಾಗಿ ತೀರ್ಮಾನಿಸಲಾಗುವುದು. ನ್ಯಾಯಾಲಯದ ಆದೇಶದ ಮೇರೆಗೆ, ಅರ್ಜಿದಾರರ ಪರ ವಕೀಲರು. ದಿನಾಂಕ: 22-04-2026 (492, 888, 612, 1180)
cyan-dot (880, 1532, 889, 1541)
raj-event-photo (388, 426, 706, 524)
raj-inset-title: ಡಾ. ರಾಜ್ ಜೀವನ ಪ್ರತಿಯೊಬ್ಬರಿಗೂ ಸ್ಫೂರ್ತಿ (394, 530, 551, 543)
swamiji-figure (372, 1106, 462, 1218)
column-divider (212, 104, 213, 1219)
black-dot (636, 1532, 645, 1541)
page-number: ೦೪ (122, 76, 145, 94)
registration-marks (0, 1532, 1000, 1544)
temple-abhisheka-photo (220, 104, 442, 294)
brand-logo-block (26, 30, 246, 94)
event-banner-text: 97 ನೇ ಜನ್ಮ ದಿನಾಚರಣೆ ಕಾರ್ಯಕ್ರಮ - 2026 (465, 435, 629, 446)
pramani-col-2: ನಿರ್ವಹಣಾ ಅಧಿಕಾರಿ ಗಿರೀಶ್ ಎಚ್.ಡಿ. ಅವರು ಮಾತನಾಡಿ ಕುಡಿಯುವ ನೀರು, ಸ್ವಚ್ಛತೆ, ಬೀದಿ ದೀಪ ಸೇರಿದಂತೆ ಹಲವು ಮೂಲಭೂತ ಸೌಕರ್ಯಗಳಿಗೆ ಹೆಚ್ಚಿನ ಆದ್ಯತೆ ನೀಡಬೇಕು. ಎಲ್ಲಾ ಗ್ರಾಮ ಪಂಚಾಯತಿ ಅಭಿವೃದ್ಧಿ ಅಧಿಕಾರಿಗಳು ಪ್ರತಿನಿತ್ಯ ಹಳ್ಳಿಗಳಿಗೆ ಭೇಟಿ ನೀಡಿ ಸಾರ್ವಜನಿಕರ ಸಮಸ್ಯೆಗಳಿಗೆ ಸ್ಪಂದಿಸಬೇಕು ಎಂದು ಸೂಚನೆ ನೀಡಿದರು. ಈ ಸಂದರ್ಭದಲ್ಲಿ ಉತ್ತಮ ಸೇವೆ ಸಲ್ಲಿಸಿದ ಪಿಡಿಒ, ಕಾರ್ಯದರ್ಶಿ, ಬಿಲ್ ಕಲೆಕ್ಟರ್, ಕಂಪ್ಯೂಟರ್ ಆಪರೇಟರ್ ಹಾಗೂ ಸಿಬ್ಬಂದಿಗಳನ್ನು ಸನ್ಮಾನಿಸಲಾಯಿತು. ಸಹಾಯಕ ನಿರ್ದೇಶಕ ಹೆಚ್.ಡಿ. ದಿನೇಶ್, ತಾಲ್ಲೂಕು ಯೋಜನಾಧಿಕಾರಿ ಸೇರಿದಂತೆ ಇತರರು ಹಾಜರಿದ್ದರು. (854, 409, 986, 569)
magenta-dot (892, 1532, 901, 1541)
notices-lower (240, 1226, 988, 1530)
brand-emblem-icon (34, 38, 62, 66)
legal-notice: ಮಾನ್ಯ ಹಿರಿಯ ಸಿವಿಲ್ ನ್ಯಾಯಾಧೀಶರ ನ್ಯಾಯಾಲಯ, ಹಾಸನ ಮಿ.ಪ್ರ.ಸಂ: 113/2026 ಅರ್ಜಿದಾರರು: ಶ್ರೀ/ಶ್ರೀಮತಿ ... ಜನ್ಮ ಪ್ರಮಾಣ ಪತ್ರ ಸಂಬಂಧ ಹೆಸರು ನೋಂದಣಿ ಕುರಿತು ಅರ್ಜಿ ಸಲ್ಲಿಸಿರುತ್ತಾರೆ. ಈ ಬಗ್ಗೆ ಆಕ್ಷೇಪಣೆ ಇದ್ದಲ್ಲಿ ನಿಗದಿತ ದಿನಾಂಕದಂದು ಬೆಳಿಗ್ಗೆ 11:00 ಗಂಟೆಗೆ ನ್ಯಾಯಾಲಯಕ್ಕೆ ಖುದ್ದಾಗಿ ಅಥವಾ ವಕೀಲರ ಮೂಲಕ ಹಾಜರಾಗಿ ಆಕ್ಷೇಪಣೆ ಸಲ್ಲಿಸಬಹುದು. ತಪ್ಪಿದಲ್ಲಿ ಪ್ರಕರಣವನ್ನು ಏಕಪಕ್ಷೀಯವಾಗಿ ತೀರ್ಮಾನಿಸಲಾಗುವುದು. ನ್ಯಾಯಾಲಯದ ಆದೇಶದ ಮೇರೆಗೆ, ಅರ್ಜಿದಾರರ ಪರ ವಕೀಲರು. ಅರ್ಜಿದಾರರು: ಶ್ರೀ/ಶ್ರೀಮತಿ ... ಜನ್ಮ ಪ್ರಮಾಣ ಪತ್ರ ಸಂಬಂಧ ಹೆಸರು ನೋಂದಣಿ ಕುರಿತು ಅರ್ಜಿ ಸಲ್ಲಿಸಿರುತ್ತಾರೆ. ಈ ಬಗ್ಗೆ ಆಕ್ಷೇಪಣೆ ಇದ್ದಲ್ಲಿ ನಿಗದಿತ ದಿನಾಂಕದಂದು ಬೆಳಿಗ್ಗೆ 11:00 ಗಂಟೆಗೆ ನ್ಯಾಯಾಲಯಕ್ಕೆ ಖುದ್ದಾಗಿ ಅಥವಾ ವಕೀಲರ ಮೂಲಕ ಹಾಜರಾಗಿ ಆಕ್ಷೇಪಣೆ ಸಲ್ಲಿಸಬಹುದು. ತಪ್ಪಿದಲ್ಲಿ ಪ್ರಕರಣವನ್ನು ಏಕಪಕ್ಷೀಯವಾಗಿ ತೀರ್ಮಾನಿಸಲಾಗುವುದು. ನ್ಯಾಯಾಲಯದ ಆದೇಶದ ಮೇರೆಗೆ, ಅರ್ಜಿದಾರರ ಪರ ವಕೀಲರು. ಅರ್ಜಿದಾರರು: ಶ್ರೀ/ಶ್ರೀಮತಿ ... ಜನ್ಮ ಪ್ರಮಾಣ ಪತ್ರ ಸಂಬಂಧ ಹೆಸರು ನೋಂದಣಿ ಕುರಿತು ಅರ್ಜಿ ಸಲ್ಲಿಸಿರುತ್ತಾರೆ. ಈ ಬಗ್ಗೆ ಆಕ್ಷೇಪಣೆ ಇದ್ದಲ್ಲಿ ನಿಗದಿತ ದಿನಾಂಕದಂದು ಬೆಳಿಗ್ಗೆ 11:00 ಗಂಟೆಗೆ ನ್ಯಾಯಾಲಯಕ್ಕೆ ಖುದ್ದಾಗಿ ಅಥವಾ ವಕೀಲರ ಮೂಲಕ ಹಾಜರಾಗಿ ಆಕ್ಷೇಪಣೆ ಸಲ್ಲಿಸಬಹುದು. ತಪ್ಪಿದಲ್ಲಿ ಪ್ರಕರಣವನ್ನು ಏಕಪಕ್ಷೀಯವಾಗಿ ತೀರ್ಮಾನಿಸಲಾಗುವುದು. ನ್ಯಾಯಾಲಯದ ಆದೇಶದ ಮೇರೆಗೆ, ಅರ್ಜಿದಾರರ ಪರ ವಕೀಲರು. ದಿನಾಂಕ: 22-04-2026 (612, 1226, 732, 1526)
legal-notice: ಮಾನ್ಯ ಹಿರಿಯ ಸಿವಿಲ್ ನ್ಯಾಯಾಧೀಶರ ನ್ಯಾಯಾಲಯ, ಹಾಸನ ಮಿ.ಪ್ರ.ಸಂ: 645/2026 ಅರ್ಜಿದಾರರು: ಶ್ರೀ/ಶ್ರೀಮತಿ ... ಜನ್ಮ ಪ್ರಮಾಣ ಪತ್ರ ಸಂಬಂಧ ಹೆಸರು ನೋಂದಣಿ ಕುರಿತು ಅರ್ಜಿ ಸಲ್ಲಿಸಿರುತ್ತಾರೆ. ಈ ಬಗ್ಗೆ ಆಕ್ಷೇಪಣೆ ಇದ್ದಲ್ಲಿ ನಿಗದಿತ ದಿನಾಂಕದಂದು ಬೆಳಿಗ್ಗೆ 11:00 ಗಂಟೆಗೆ ನ್ಯಾಯಾಲಯಕ್ಕೆ ಖುದ್ದಾಗಿ ಅಥವಾ ವಕೀಲರ ಮೂಲಕ ಹಾಜರಾಗಿ ಆಕ್ಷೇಪಣೆ ಸಲ್ಲಿಸಬಹುದು. ತಪ್ಪಿದಲ್ಲಿ ಪ್ರಕರಣವನ್ನು ಏಕಪಕ್ಷೀಯವಾಗಿ ತೀರ್ಮಾನಿಸಲಾಗುವುದು. ನ್ಯಾಯಾಲಯದ ಆದೇಶದ ಮೇರೆಗೆ, ಅರ್ಜಿದಾರರ ಪರ ವಕೀಲರು. ಅರ್ಜಿದಾರರು: ಶ್ರೀ/ಶ್ರೀಮತಿ ... ಜನ್ಮ ಪ್ರಮಾಣ ಪತ್ರ ಸಂಬಂಧ ಹೆಸರು ನೋಂದಣಿ ಕುರಿತು ಅರ್ಜಿ ಸಲ್ಲಿಸಿರುತ್ತಾರೆ. ಈ ಬಗ್ಗೆ ಆಕ್ಷೇಪಣೆ ಇದ್ದಲ್ಲಿ ನಿಗದಿತ ದಿನಾಂಕದಂದು ಬೆಳಿಗ್ಗೆ 11:00 ಗಂಟೆಗೆ ನ್ಯಾಯಾಲಯಕ್ಕೆ ಖುದ್ದಾಗಿ ಅಥವಾ ವಕೀಲರ ಮೂಲಕ ಹಾಜರಾಗಿ ಆಕ್ಷೇಪಣೆ ಸಲ್ಲಿಸಬಹುದು. ತಪ್ಪಿದಲ್ಲಿ ಪ್ರಕರಣವನ್ನು ಏಕಪಕ್ಷೀಯವಾಗಿ ತೀರ್ಮಾನಿಸಲಾಗುವುದು. ನ್ಯಾಯಾಲಯದ ಆದೇಶದ ಮೇರೆಗೆ, ಅರ್ಜಿದಾರರ ಪರ ವಕೀಲರು. ದಿನಾಂಕ: 22-04-2026 (864, 1072, 988, 1218)
vijaya-headline: ವಿಜಯ ಶಾಲೆಯ ವಿದ್ಯಾರ್ಥಿಗಳ ಸಾಧನೆ (496, 788, 608, 832)
temple-caption: ಬೇಲೂರು ಪಟ್ಟಣದ ವಿಶ್ವವಿಖ್ಯಾತ ಚೆನ್ನಕೇಶವಸ್ವಾಮಿ ದೇವಾಲಯದಲ್ಲಿ 1009ನೇ ಶ್ರೀ ರಾಮಾನುಜಾಚಾರ್ಯರ ತಿರುನಕ್ಷತ್ರ ಮಹೋತ್ಸವವು ವಿಜೃಂಭಣೆಯಿಂದ ನಡೆಯಿತು. (220, 297, 438, 331)
column-divider (486, 786, 487, 1216)
city-title: ಹಾಸನ (440, 24, 566, 89)
legal-notice: ಮಾನ್ಯ ಹಿರಿಯ ಸಿವಿಲ್ ನ್ಯಾಯಾಧೀಶರ ನ್ಯಾಯಾಲಯ, ಹಾಸನ ಮಿ.ಪ್ರ.ಸಂ: 108/2026 ಅರ್ಜಿದಾರರು: ಶ್ರೀ/ಶ್ರೀಮತಿ ... ಜನ್ಮ ಪ್ರಮಾಣ ಪತ್ರ ಸಂಬಂಧ ಹೆಸರು ನೋಂದಣಿ ಕುರಿತು ಅರ್ಜಿ ಸಲ್ಲಿಸಿರುತ್ತಾರೆ. ಈ ಬಗ್ಗೆ ಆಕ್ಷೇಪಣೆ ಇದ್ದಲ್ಲಿ ನಿಗದಿತ ದಿನಾಂಕದಂದು ಬೆಳಿಗ್ಗೆ 11:00 ಗಂಟೆಗೆ ನ್ಯಾಯಾಲಯಕ್ಕೆ ಖುದ್ದಾಗಿ ಅಥವಾ ವಕೀಲರ ಮೂಲಕ ಹಾಜರಾಗಿ ಆಕ್ಷೇಪಣೆ ಸಲ್ಲಿಸಬಹುದು. ತಪ್ಪಿದಲ್ಲಿ ಪ್ರಕರಣವನ್ನು ಏಕಪಕ್ಷೀಯವಾಗಿ ತೀರ್ಮಾನಿಸಲಾಗುವುದು. ನ್ಯಾಯಾಲಯದ ಆದೇಶದ ಮೇರೆಗೆ, ಅರ್ಜಿದಾರರ ಪರ ವಕೀಲರು. ಅರ್ಜಿದಾರರು: ಶ್ರೀ/ಶ್ರೀಮತಿ ... ಜನ್ಮ ಪ್ರಮಾಣ ಪತ್ರ ಸಂಬಂಧ ಹೆಸರು ನೋಂದಣಿ ಕುರಿತು ಅರ್ಜಿ ಸಲ್ಲಿಸಿರುತ್ತಾರೆ. ಈ ಬಗ್ಗೆ ಆಕ್ಷೇಪಣೆ ಇದ್ದಲ್ಲಿ ನಿಗದಿತ ದಿನಾಂಕದಂದು ಬೆಳಿಗ್ಗೆ 11:00 ಗಂಟೆಗೆ ನ್ಯಾಯಾಲಯಕ್ಕೆ ಖುದ್ದಾಗಿ ಅಥವಾ ವಕೀಲರ ಮೂಲಕ ಹಾಜರಾಗಿ ಆಕ್ಷೇಪಣೆ ಸಲ್ಲಿಸಬಹುದು. ತಪ್ಪಿದಲ್ಲಿ ಪ್ರಕರಣವನ್ನು ಏಕಪಕ್ಷೀಯವಾಗಿ ತೀರ್ಮಾನಿಸಲಾಗುವುದು. ನ್ಯಾಯಾಲಯದ ಆದೇಶದ ಮೇರೆಗೆ, ಅರ್ಜಿದಾರರ ಪರ ವಕೀಲರು. ಅರ್ಜಿದಾರರು: ಶ್ರೀ/ಶ್ರೀಮತಿ ... ಜನ್ಮ ಪ್ರಮಾಣ ಪತ್ರ ಸಂಬಂಧ ಹೆಸರು ನೋಂದಣಿ ಕುರಿತು ಅರ್ಜಿ ಸಲ್ಲಿಸಿರುತ್ತಾರೆ. ಈ ಬಗ್ಗೆ ಆಕ್ಷೇಪಣೆ ಇದ್ದಲ್ಲಿ ನಿಗದಿತ ದಿನಾಂಕದಂದು ಬೆಳಿಗ್ಗೆ 11:00 ಗಂಟೆಗೆ ನ್ಯಾಯಾಲಯಕ್ಕೆ ಖುದ್ದಾಗಿ ಅಥವಾ ವಕೀಲರ ಮೂಲಕ ಹಾಜರಾಗಿ ಆಕ್ಷೇಪಣೆ ಸಲ್ಲಿಸಬಹುದು. ತಪ್ಪಿದಲ್ಲಿ ಪ್ರಕರಣವನ್ನು ಏಕಪಕ್ಷೀಯವಾಗಿ ತೀರ್ಮಾನಿಸಲಾಗುವುದು. ನ್ಯಾಯಾಲಯದ ಆದೇಶದ ಮೇರೆಗೆ, ಅರ್ಜಿದಾರರ ಪರ ವಕೀಲರು. ದಿನಾಂಕ: 22-04-2026 (240, 1226, 360, 1526)
masthead-date: 25 ಏಪ್ರಿಲ್ 2026 (864, 53, 932, 64)
banner-strip (728, 112, 962, 148)
section-divider (218, 340, 988, 341)
legal-notice: ಮಾನ್ಯ ಹಿರಿಯ ಸಿವಿಲ್ ನ್ಯಾಯಾಧೀಶರ ನ್ಯಾಯಾಲಯ, ಹಾಸನ ಮಿ.ಪ್ರ.ಸಂ: 210/2026 ಅರ್ಜಿದಾರರು: ಶ್ರೀ/ಶ್ರೀಮತಿ ... ಜನ್ಮ ಪ್ರಮಾಣ ಪತ್ರ ಸಂಬಂಧ ಹೆಸರು ನೋಂದಣಿ ಕುರಿತು ಅರ್ಜಿ ಸಲ್ಲಿಸಿರುತ್ತಾರೆ. ಈ ಬಗ್ಗೆ ಆಕ್ಷೇಪಣೆ ಇದ್ದಲ್ಲಿ ನಿಗದಿತ ದಿನಾಂಕದಂದು ಬೆಳಿಗ್ಗೆ 11:00 ಗಂಟೆಗೆ ನ್ಯಾಯಾಲಯಕ್ಕೆ ಖುದ್ದಾಗಿ ಅಥವಾ ವಕೀಲರ ಮೂಲಕ ಹಾಜರಾಗಿ ಆಕ್ಷೇಪಣೆ ಸಲ್ಲಿಸಬಹುದು. ತಪ್ಪಿದಲ್ಲಿ ಪ್ರಕರಣವನ್ನು ಏಕಪಕ್ಷೀಯವಾಗಿ ತೀರ್ಮಾನಿಸಲಾಗುವುದು. ನ್ಯಾಯಾಲಯದ ಆದೇಶದ ಮೇರೆಗೆ, ಅರ್ಜಿದಾರರ ಪರ ವಕೀಲರು. ಅರ್ಜಿದಾರರು: ಶ್ರೀ/ಶ್ರೀಮತಿ ... ಜನ್ಮ ಪ್ರಮಾಣ ಪತ್ರ ಸಂಬಂಧ ಹೆಸರು ನೋಂದಣಿ ಕುರಿತು ಅರ್ಜಿ ಸಲ್ಲಿಸಿರುತ್ತಾರೆ. ಈ ಬಗ್ಗೆ ಆಕ್ಷೇಪಣೆ ಇದ್ದಲ್ಲಿ ನಿಗದಿತ ದಿನಾಂಕದಂದು ಬೆಳಿಗ್ಗೆ 11:00 ಗಂಟೆಗೆ ನ್ಯಾಯಾಲಯಕ್ಕೆ ಖುದ್ದಾಗಿ ಅಥವಾ ವಕೀಲರ ಮೂಲಕ ಹಾಜರಾಗಿ ಆಕ್ಷೇಪಣೆ ಸಲ್ಲಿಸಬಹುದು. ತಪ್ಪಿದಲ್ಲಿ ಪ್ರಕರಣವನ್ನು ಏಕಪಕ್ಷೀಯವಾಗಿ ತೀರ್ಮಾನಿಸಲಾಗುವುದು. ನ್ಯಾಯಾಲಯದ ಆದೇಶದ ಮೇರೆಗೆ, ಅರ್ಜಿದಾರರ ಪರ ವಕೀಲರು. ದಿನಾಂಕ: 22-04-2026 (616, 888, 736, 1098)
masthead (0, 0, 1000, 98)
legal-notice: ಮಾನ್ಯ ಹಿರಿಯ ಸಿವಿಲ್ ನ್ಯಾಯಾಧೀಶರ ನ್ಯಾಯಾಲಯ, ಹಾಸನ ಮಿ.ಪ್ರ.ಸಂ: 202/2027 ಅರ್ಜಿದಾರರು: ಶ್ರೀ/ಶ್ರೀಮತಿ ... ಜನ್ಮ ಪ್ರಮಾಣ ಪತ್ರ ಸಂಬಂಧ ಹೆಸರು ನೋಂದಣಿ ಕುರಿತು ಅರ್ಜಿ ಸಲ್ಲಿಸಿರುತ್ತಾರೆ. ಈ ಬಗ್ಗೆ ಆಕ್ಷೇಪಣೆ ಇದ್ದಲ್ಲಿ ನಿಗದಿತ ದಿನಾಂಕದಂದು ಬೆಳಿಗ್ಗೆ 11:00 ಗಂಟೆಗೆ ನ್ಯಾಯಾಲಯಕ್ಕೆ ಖುದ್ದಾಗಿ ಅಥವಾ ವಕೀಲರ ಮೂಲಕ ಹಾಜರಾಗಿ ಆಕ್ಷೇಪಣೆ ಸಲ್ಲಿಸಬಹುದು. ತಪ್ಪಿದಲ್ಲಿ ಪ್ರಕರಣವನ್ನು ಏಕಪಕ್ಷೀಯವಾಗಿ ತೀರ್ಮಾನಿಸಲಾಗುವುದು. ನ್ಯಾಯಾಲಯದ ಆದೇಶದ ಮೇರೆಗೆ, ಅರ್ಜಿದಾರರ ಪರ ವಕೀಲರು. ಅರ್ಜಿದಾರರು: ಶ್ರೀ/ಶ್ರೀಮತಿ ... ಜನ್ಮ ಪ್ರಮಾಣ ಪತ್ರ ಸಂಬಂಧ ಹೆಸರು ನೋಂದಣಿ ಕುರಿತು ಅರ್ಜಿ ಸಲ್ಲಿಸಿರುತ್ತಾರೆ. ಈ ಬಗ್ಗೆ ಆಕ್ಷೇಪಣೆ ಇದ್ದಲ್ಲಿ ನಿಗದಿತ ದಿನಾಂಕದಂದು ಬೆಳಿಗ್ಗೆ 11:00 ಗಂಟೆಗೆ ನ್ಯಾಯಾಲಯಕ್ಕೆ ಖುದ್ದಾಗಿ ಅಥವಾ ವಕೀಲರ ಮೂಲಕ ಹಾಜರಾಗಿ ಆಕ್ಷೇಪಣೆ ಸಲ್ಲಿಸಬಹುದು. ತಪ್ಪಿದಲ್ಲಿ ಪ್ರಕರಣವನ್ನು ಏಕಪಕ್ಷೀಯವಾಗಿ ತೀರ್ಮಾನಿಸಲಾಗುವುದು. ನ್ಯಾಯಾಲಯದ ಆದೇಶದ ಮೇರೆಗೆ, ಅರ್ಜಿದಾರರ ಪರ ವಕೀಲರು. ಅರ್ಜಿದಾರರು: ಶ್ರೀ/ಶ್ರೀಮತಿ ... ಜನ್ಮ ಪ್ರಮಾಣ ಪತ್ರ ಸಂಬಂಧ ಹೆಸರು ನೋಂದಣಿ ಕುರಿತು ಅರ್ಜಿ ಸಲ್ಲಿಸಿರುತ್ತಾರೆ. ಈ ಬಗ್ಗೆ ಆಕ್ಷೇಪಣೆ ಇದ್ದಲ್ಲಿ ನಿಗದಿತ ದಿನಾಂಕದಂದು ಬೆಳಿಗ್ಗೆ 11:00 ಗಂಟೆಗೆ ನ್ಯಾಯಾಲಯಕ್ಕೆ ಖುದ್ದಾಗಿ ಅಥವಾ ವಕೀಲರ ಮೂಲಕ ಹಾಜರಾಗಿ ಆಕ್ಷೇಪಣೆ ಸಲ್ಲಿಸಬಹುದು. ತಪ್ಪಿದಲ್ಲಿ ಪ್ರಕರಣವನ್ನು ಏಕಪಕ್ಷೀಯವಾಗಿ ತೀರ್ಮಾನಿಸಲಾಗುವುದು. ನ್ಯಾಯಾಲಯದ ಆದೇಶದ ಮೇರೆಗೆ, ಅರ್ಜಿದಾರರ ಪರ ವಕೀಲರು. ದಿನಾಂಕ: 22-04-2026 (740, 888, 860, 1128)
student-photo-priya (165, 210, 205, 280)
masthead-divider (26, 97, 986, 99)
legal-notice: ಮಾನ್ಯ ಹಿರಿಯ ಸಿವಿಲ್ ನ್ಯಾಯಾಧೀಶರ ನ್ಯಾಯಾಲಯ, ಹಾಸನ ಮಿ.ಪ್ರ.ಸಂ: 111/2026 ಅರ್ಜಿದಾರರು: ಶ್ರೀ/ಶ್ರೀಮತಿ ... ಜನ್ಮ ಪ್ರಮಾಣ ಪತ್ರ ಸಂಬಂಧ ಹೆಸರು ನೋಂದಣಿ ಕುರಿತು ಅರ್ಜಿ ಸಲ್ಲಿಸಿರುತ್ತಾರೆ. ಈ ಬಗ್ಗೆ ಆಕ್ಷೇಪಣೆ ಇದ್ದಲ್ಲಿ ನಿಗದಿತ ದಿನಾಂಕದಂದು ಬೆಳಿಗ್ಗೆ 11:00 ಗಂಟೆಗೆ ನ್ಯಾಯಾಲಯಕ್ಕೆ ಖುದ್ದಾಗಿ ಅಥವಾ ವಕೀಲರ ಮೂಲಕ ಹಾಜರಾಗಿ ಆಕ್ಷೇಪಣೆ ಸಲ್ಲಿಸಬಹುದು. ತಪ್ಪಿದಲ್ಲಿ ಪ್ರಕರಣವನ್ನು ಏಕಪಕ್ಷೀಯವಾಗಿ ತೀರ್ಮಾನಿಸಲಾಗುವುದು. ನ್ಯಾಯಾಲಯದ ಆದೇಶದ ಮೇರೆಗೆ, ಅರ್ಜಿದಾರರ ಪರ ವಕೀಲರು. ದಿನಾಂಕ: 22-04-2026 (616, 1102, 736, 1218)
kirusuddi-body-2a: ಹೊಳನರಸೀಪುರ: ಹೊಳೆನರಸೀಪುರ ತಾಲೂಕಿನ ಕಿತ್ತೂರು ರಾಣಿ ಚೆನ್ನಮ್ಮ ವಸತಿ ಶಾಲೆಗೆ ಶೇ.100 ಫಲಿತಾಂಶ ದೊರೆತಿದೆ. ಕೆ.ಆರ್. ಸಹನ ವಿದ್ಯಾರ್ಥಿನಿ 622 ಅಂಕಗಳನ್ನು ಪಡೆದು ಶೇ 99.52 ಫಲಿತಾಂಶದೊಂದಿಗೆ ರಾಜ್ಯಕ್ಕೆ ನಾಲ್ಕನೇ ರ್‍ಯಾಂಕ್ ಪಡೆದು ಜಿಲ್ಲೆಗೆ (30, 561, 158, 634)
divider (30, 768, 205, 769)
legal-notice: ಮಾನ್ಯ ಹಿರಿಯ ಸಿವಿಲ್ ನ್ಯಾಯಾಧೀಶರ ನ್ಯಾಯಾಲಯ, ಹಾಸನ ಅರ್ಜಿದಾರರು: ಶ್ರೀ/ಶ್ರೀಮತಿ ... ಜನ್ಮ ಪ್ರಮಾಣ ಪತ್ರ ಸಂಬಂಧ ಹೆಸರು ನೋಂದಣಿ ಕುರಿತು ಅರ್ಜಿ ಸಲ್ಲಿಸಿರುತ್ತಾರೆ. ಈ ಬಗ್ಗೆ ಆಕ್ಷೇಪಣೆ ಇದ್ದಲ್ಲಿ ನಿಗದಿತ ದಿನಾಂಕದಂದು ಬೆಳಿಗ್ಗೆ 11:00 ಗಂಟೆಗೆ ನ್ಯಾಯಾಲಯಕ್ಕೆ ಖುದ್ದಾಗಿ ಅಥವಾ ವಕೀಲರ ಮೂಲಕ ಹಾಜರಾಗಿ ಆಕ್ಷೇಪಣೆ ಸಲ್ಲಿಸಬಹುದು. ತಪ್ಪಿದಲ್ಲಿ ಪ್ರಕರಣವನ್ನು ಏಕಪಕ್ಷೀಯವಾಗಿ ತೀರ್ಮಾನಿಸಲಾಗುವುದು. ನ್ಯಾಯಾಲಯದ ಆದೇಶದ ಮೇರೆಗೆ, ಅರ್ಜಿದಾರರ ಪರ ವಕೀಲರು. (740, 1132, 860, 1218)
notices-upper (492, 888, 988, 1218)
raj-inset-box (388, 526, 706, 602)
column-divider (712, 344, 713, 780)
karugalu-headline: ಕರುಗಳ ಮೇಲೆ ಚಿರತೆ ದಾಳಿ (56, 1007, 179, 1023)
masthead-day: ಶನಿವಾರ (864, 36, 893, 49)
pramani-col-1: ಹಾಸನ: ಗ್ರಾಮೀಣ ಭಾಗದ ಜನರ ಜೀವನವನ್ನು ಉತ್ತಮಗೊಳಿಸಲು ಅಧಿಕಾರಿಗಳು ಗಂಭೀರವಾಗಿ ತಮ್ಮ ಕರ್ತವ್ಯವನ್ನು ನಿರ್ವಹಿಸಬೇಕು ಎಂದು ಹಾಸನ ತಾಲ್ಲೂಕು ಪಂಚಾಯತಿ ಕಾರ್ಯನಿರ್ವಹಣಾಧಿಕಾರಿ ಕೃಷ್ಣಮೂರ್ತಿ ಸೂಚನೆ ನೀಡಿದರು. ಹಾಸನ ತಾಲ್ಲೂಕು ಪಂಚಾಯತಿ ಸಭಾಂಗಣದಲ್ಲಿ ಗುರುವಾರ ನಡೆದ ಪಂಚಾಯತ್ ರಾಜ್ ದಿನದ ಕಾರ್ಯಕ್ರಮದಲ್ಲಿ ಮಾತನಾಡಿದರು. ಗ್ರಾಮೀಣ ಭಾಗದಲ್ಲಿ ಮೂಲಭೂತ ಸೌಕರ್ಯಗಳನ್ನು ಕಲ್ಪಿಸುವಲ್ಲಿ ಪಂಚಾಯತಿಗಳ ಪಾತ್ರ ಬಹುಮುಖ್ಯವಾಗಿದೆ. ಚುನಾಯಿತ ಪ್ರತಿನಿಧಿಗಳು ಮತ್ತು ಅಧಿಕಾರಿಗಳು ಒಟ್ಟಾಗಿ ಕೆಲಸ ನಿರ್ವಹಿಸಿದರೆ ಮಾತ್ರ ಅಭಿವೃದ್ಧಿ ಸಾಧ್ಯ ಎಂದರು. (718, 409, 848, 569)
divider (30, 1002, 205, 1003)
legal-notice: ಮಾನ್ಯ ಹಿರಿಯ ಸಿವಿಲ್ ನ್ಯಾಯಾಧೀಶರ ನ್ಯಾಯಾಲಯ, ಹಾಸನ ಮಿ.ಪ್ರ.ಸಂ: 656/2026 ಅರ್ಜಿದಾರರು: ಶ್ರೀ/ಶ್ರೀಮತಿ ... ಜನ್ಮ ಪ್ರಮಾಣ ಪತ್ರ ಸಂಬಂಧ ಹೆಸರು ನೋಂದಣಿ ಕುರಿತು ಅರ್ಜಿ ಸಲ್ಲಿಸಿರುತ್ತಾರೆ. ಈ ಬಗ್ಗೆ ಆಕ್ಷೇಪಣೆ ಇದ್ದಲ್ಲಿ ನಿಗದಿತ ದಿನಾಂಕದಂದು ಬೆಳಿಗ್ಗೆ 11:00 ಗಂಟೆಗೆ ನ್ಯಾಯಾಲಯಕ್ಕೆ ಖುದ್ದಾಗಿ ಅಥವಾ ವಕೀಲರ ಮೂಲಕ ಹಾಜರಾಗಿ ಆಕ್ಷೇಪಣೆ ಸಲ್ಲಿಸಬಹುದು. ತಪ್ಪಿದಲ್ಲಿ ಪ್ರಕರಣವನ್ನು ಏಕಪಕ್ಷೀಯವಾಗಿ ತೀರ್ಮಾನಿಸಲಾಗುವುದು. ನ್ಯಾಯಾಲಯದ ಆದೇಶದ ಮೇರೆಗೆ, ಅರ್ಜಿದಾರರ ಪರ ವಕೀಲರು. ಅರ್ಜಿದಾರರು: ಶ್ರೀ/ಶ್ರೀಮತಿ ... ಜನ್ಮ ಪ್ರಮಾಣ ಪತ್ರ ಸಂಬಂಧ ಹೆಸರು ನೋಂದಣಿ ಕುರಿತು ಅರ್ಜಿ ಸಲ್ಲಿಸಿರುತ್ತಾರೆ. ಈ ಬಗ್ಗೆ ಆಕ್ಷೇಪಣೆ ಇದ್ದಲ್ಲಿ ನಿಗದಿತ ದಿನಾಂಕದಂದು ಬೆಳಿಗ್ಗೆ 11:00 ಗಂಟೆಗೆ ನ್ಯಾಯಾಲಯಕ್ಕೆ ಖುದ್ದಾಗಿ ಅಥವಾ ವಕೀಲರ ಮೂಲಕ ಹಾಜರಾಗಿ ಆಕ್ಷೇಪಣೆ ಸಲ್ಲಿಸಬಹುದು. ತಪ್ಪಿದಲ್ಲಿ ಪ್ರಕರಣವನ್ನು ಏಕಪಕ್ಷೀಯವಾಗಿ ತೀರ್ಮಾನಿಸಲಾಗುವುದು. ನ್ಯಾಯಾಲಯದ ಆದೇಶದ ಮೇರೆಗೆ, ಅರ್ಜಿದಾರರ ಪರ ವಕೀಲರು. ಅರ್ಜಿದಾರರು: ಶ್ರೀ/ಶ್ರೀಮತಿ ... ಜನ್ಮ ಪ್ರಮಾಣ ಪತ್ರ ಸಂಬಂಧ ಹೆಸರು ನೋಂದಣಿ ಕುರಿತು ಅರ್ಜಿ ಸಲ್ಲಿಸಿರುತ್ತಾರೆ. ಈ ಬಗ್ಗೆ ಆಕ್ಷೇಪಣೆ ಇದ್ದಲ್ಲಿ ನಿಗದಿತ ದಿನಾಂಕದಂದು ಬೆಳಿಗ್ಗೆ 11:00 ಗಂಟೆಗೆ ನ್ಯಾಯಾಲಯಕ್ಕೆ ಖುದ್ದಾಗಿ ಅಥವಾ ವಕೀಲರ ಮೂಲಕ ಹಾಜರಾಗಿ ಆಕ್ಷೇಪಣೆ ಸಲ್ಲಿಸಬಹುದು. ತಪ್ಪಿದಲ್ಲಿ ಪ್ರಕರಣವನ್ನು ಏಕಪಕ್ಷೀಯವಾಗಿ ತೀರ್ಮಾನಿಸಲಾಗುವುದು. ನ್ಯಾಯಾಲಯದ ಆದೇಶದ ಮೇರೆಗೆ, ಅರ್ಜಿದಾರರ ಪರ ವಕೀಲರು. ದಿನಾಂಕ: 22-04-2026 (364, 1226, 484, 1526)
karugalu-body: ಚನ್ನರಾಯಪಟ್ಟಣ: ಚಿರತೆ ದಾಳಿಯಿಂದ ಎರಡು ಕರುಗಳು ಬಲಿಯಾಗಿರುವ ಘಟನೆ ತಾಲೂಕಿನ ದಂಡಿಗನಹಳ್ಳಿ ಹೋಬಳಿಯ ಗ್ರಾಮದಲ್ಲಿ ನಡೆದಿದೆ. ಕರ್ನಾಟಕ ರಾಜ್ಯ ರೈತ ಸಂಘದ ತಾಲೂಕು ಉಪಾಧ್ಯಕ್ಷ ಸ್ವಾಮಿಯವರ ಕೊಟ್ಟಿಗೆಯಲ್ಲಿ ಎರಡು ವರ್ಷದ ಎರಡು ಕರುಗಳು ಕಟ್ಟಿಹಾಕಲಾಗಿತ್ತು. ರಾತ್ರಿ ವೇಳೆ ದಾಳಿ ಮಾಡಿರುವ ಚಿರತೆ ಎರಡು ಕರುಗಳ ಜೀವ ತೆಗೆದಿದೆ. ಸುಮಾರು 55,000 ಬೆಲೆ ಬಾಳುವುದಾಗಿದ್ದು ಸ್ಥಳಕ್ಕೆ ಅರಣ್ಯ ಇಲಾಖೆ ಸಿಬ್ಬಂದಿ ಭೇಟಿ ನೀಡಿ ಪರಿಶೀಲನೆ ನಡೆಸಿದ್ದಾರೆ. ಗ್ರಾಮದಲ್ಲಿ ಜನರು ಆತಂಕದಲ್ಲಿದ್ದು ಚಿರತೆ ಸೆರೆ ಹಿಡಿಯಲು ಬೋನ್ ಇರಿಸುವಂತೆ ಒತ್ತಾಯಿಸಿದ್ದಾರೆ. (30, 1029, 205, 1139)
priest-shape (250, 144, 310, 294)
legal-notice: ಮಾನ್ಯ ಹಿರಿಯ ಸಿವಿಲ್ ನ್ಯಾಯಾಧೀಶರ ನ್ಯಾಯಾಲಯ, ಹಾಸನ ಮಿ.ಪ್ರ.ಸಂ: 643/2026 ಅರ್ಜಿದಾರರು: ಶ್ರೀ/ಶ್ರೀಮತಿ ... ಜನ್ಮ ಪ್ರಮಾಣ ಪತ್ರ ಸಂಬಂಧ ಹೆಸರು ನೋಂದಣಿ ಕುರಿತು ಅರ್ಜಿ ಸಲ್ಲಿಸಿರುತ್ತಾರೆ. ಈ ಬಗ್ಗೆ ಆಕ್ಷೇಪಣೆ ಇದ್ದಲ್ಲಿ ನಿಗದಿತ ದಿನಾಂಕದಂದು ಬೆಳಿಗ್ಗೆ 11:00 ಗಂಟೆಗೆ ನ್ಯಾಯಾಲಯಕ್ಕೆ ಖುದ್ದಾಗಿ ಅಥವಾ ವಕೀಲರ ಮೂಲಕ ಹಾಜರಾಗಿ ಆಕ್ಷೇಪಣೆ ಸಲ್ಲಿಸಬಹುದು. ತಪ್ಪಿದಲ್ಲಿ ಪ್ರಕರಣವನ್ನು ಏಕಪಕ್ಷೀಯವಾಗಿ ತೀರ್ಮಾನಿಸಲಾಗುವುದು. ನ್ಯಾಯಾಲಯದ ಆದೇಶದ ಮೇರೆಗೆ, ಅರ್ಜಿದಾರರ ಪರ ವಕೀಲರು. ಅರ್ಜಿದಾರರು: ಶ್ರೀ/ಶ್ರೀಮತಿ ... ಜನ್ಮ ಪ್ರಮಾಣ ಪತ್ರ ಸಂಬಂಧ ಹೆಸರು ನೋಂದಣಿ ಕುರಿತು ಅರ್ಜಿ ಸಲ್ಲಿಸಿರುತ್ತಾರೆ. ಈ ಬಗ್ಗೆ ಆಕ್ಷೇಪಣೆ ಇದ್ದಲ್ಲಿ ನಿಗದಿತ ದಿನಾಂಕದಂದು ಬೆಳಿಗ್ಗೆ 11:00 ಗಂಟೆಗೆ ನ್ಯಾಯಾಲಯಕ್ಕೆ ಖುದ್ದಾಗಿ ಅಥವಾ ವಕೀಲರ ಮೂಲಕ ಹಾಜರಾಗಿ ಆಕ್ಷೇಪಣೆ ಸಲ್ಲಿಸಬಹುದು. ತಪ್ಪಿದಲ್ಲಿ ಪ್ರಕರಣವನ್ನು ಏಕಪಕ್ಷೀಯವಾಗಿ ತೀರ್ಮಾನಿಸಲಾಗುವುದು. ನ್ಯಾಯಾಲಯದ ಆದೇಶದ ಮೇರೆಗೆ, ಅರ್ಜಿದಾರರ ಪರ ವಕೀಲರು. ದಿನಾಂಕ: 22-04-2026 (864, 888, 988, 1068)
medical-awareness-photo (30, 1276, 230, 1362)
raj-col-3: ಮಾದರಿ ಡಾ.ರಾಜ್ ಕುಮಾರ್. ಅವರು ಸಿದ್ಧಾಂತಗಳು ಪ್ರತಿಯೊಬ್ಬರು ತಮ್ಮ ಜೀವನದಲ್ಲಿ ಅಳವಡಿಸಿಕೊಳ್ಳಬೇಕು, ಜನ್ಮದಿನವನ್ನು ಮಕ್ಕಳೊಂದಿಗೆ ಆಚರಣೆ ಮಾಡುವುದರಿಂದ ಮಕ್ಕಳು ಅವರ ಮಾರ್ಗದರ್ಶನದಲ್ಲಿ ನಡೆಯಲು ಉತ್ತೇಜನ ನೀಡಿದಂತಾಗುತ್ತದೆ ಎಂದರು. ಡಾ.ರಾಜಕುಮಾರ್ ಅಭಿಮಾನಿಗಳ ಸಂಘದ ಜಿಲ್ಲಾಧ್ಯಕ್ಷರಾದ ಚನ್ನ ಗೋಪಾಲ್, ಸರ್ಕಾರಿ ಕಲಾ, ವಾಣಿಜ್ಯ ಮತ್ತು ಸ್ನಾತಕೋತ್ತರ ಕಾಲೇಜಿನ ಪ್ರಾಂಶುಪಾಲರಾದ ಡಾ. ಎಸ್. ಪ್ರಕಾಶ್, ಪ್ರಭಾರ ಉಪಾಂತ ಚಂದ್ರಶೇಖರ್ ಬಿ.ಟಿ ಮಾನವ, ವಾರ್ತಾ ಮತ್ತು ಸಾರ್ವಜನಿಕ ಸಂಪರ್ಕ ಇಲಾಖೆಯ ಹಿರಿಯ ಸಹಾಯಕ ನಿರ್ದೇಶಕರಾದ ಮೀನಾಕ್ಷಮ್ಮ, ಕನ್ನಡ ಉಪನ್ಯಾಸಕ ದೇವರಾಜು ಹಾಗೂ ಇತರರು ಹಾಜರಿದ್ದರು. (550, 607, 708, 755)
